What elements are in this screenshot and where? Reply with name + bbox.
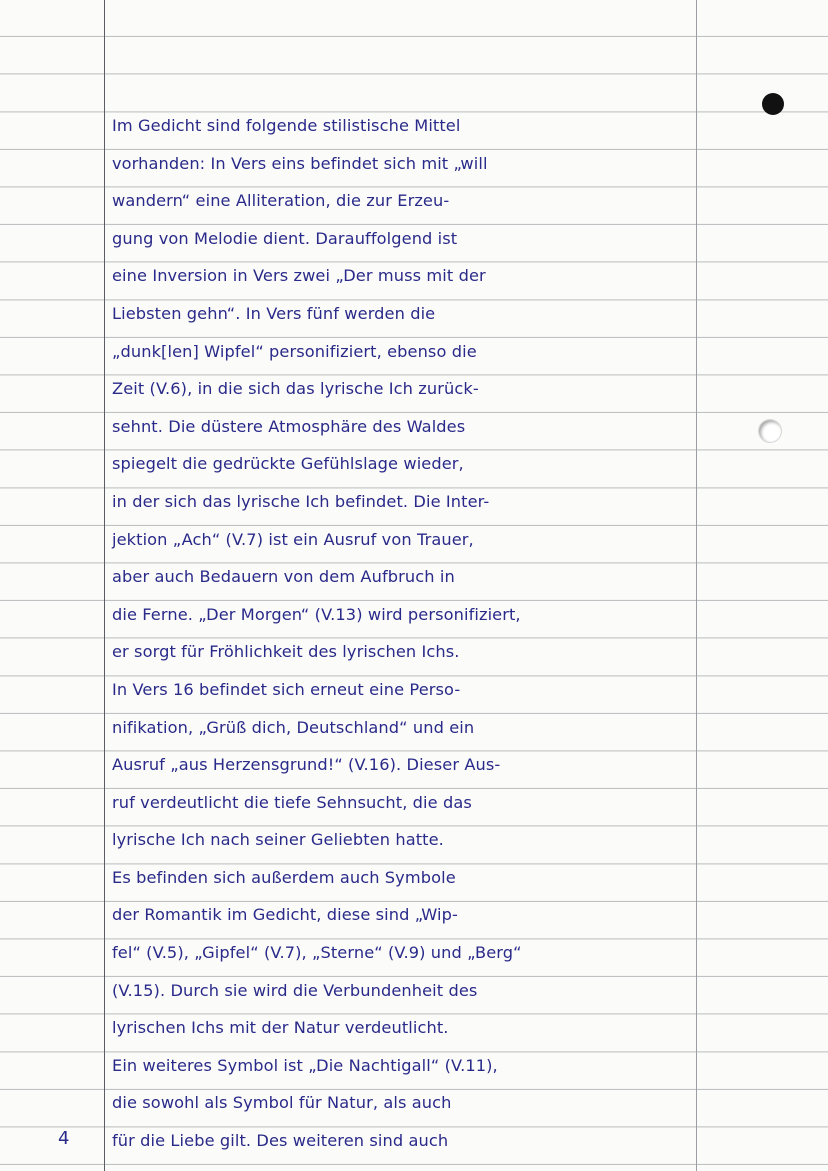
text-line: der Romantik im Gedicht, diese sind „Wip- — [112, 905, 458, 925]
text-line: für die Liebe gilt. Des weiteren sind auch — [112, 1131, 449, 1151]
text-line: lyrische Ich nach seiner Geliebten hatte. — [112, 830, 444, 850]
text-line: er sorgt für Fröhlichkeit des lyrischen Ichs. — [112, 642, 460, 662]
text-line: aber auch Bedauern von dem Aufbruch in — [112, 567, 455, 587]
text-line: die Ferne. „Der Morgen“ (V.13) wird personifiziert, — [112, 604, 521, 624]
text-line: (V.15). Durch sie wird die Verbundenheit des — [112, 980, 478, 1000]
text-line: spiegelt die gedrückte Gefühlslage wieder, — [112, 454, 464, 474]
text-line: Zeit (V.6), in die sich das lyrische Ich zurück- — [112, 379, 479, 399]
text-line: fel“ (V.5), „Gipfel“ (V.7), „Sterne“ (V.9) und „Berg“ — [112, 943, 522, 963]
text-line: eine Inversion in Vers zwei „Der muss mit der — [112, 266, 486, 286]
text-line: „dunk[len] Wipfel“ personifiziert, ebenso die — [112, 341, 477, 361]
text-line: Liebsten gehn“. In Vers fünf werden die — [112, 303, 436, 323]
page-number: 4 — [58, 1128, 70, 1149]
text-line: ruf verdeutlicht die tiefe Sehnsucht, die das — [112, 792, 472, 812]
text-line: in der sich das lyrische Ich befindet. Die Inter- — [112, 491, 490, 511]
text-line: die sowohl als Symbol für Natur, als auch — [112, 1093, 452, 1113]
text-line: gung von Melodie dient. Darauffolgend ist — [112, 228, 458, 248]
text-line: sehnt. Die düstere Atmosphäre des Waldes — [112, 416, 466, 436]
text-line: Ein weiteres Symbol ist „Die Nachtigall“ (V.11), — [112, 1055, 498, 1075]
text-line: In Vers 16 befindet sich erneut eine Perso- — [112, 679, 461, 699]
text-line: lyrischen Ichs mit der Natur verdeutlicht. — [112, 1018, 449, 1038]
punch-hole-top — [762, 93, 784, 115]
text-line: Es befinden sich außerdem auch Symbole — [112, 867, 456, 887]
handwritten-text — [112, 107, 712, 1160]
text-line: vorhanden: In Vers eins befindet sich mit „will — [112, 153, 488, 173]
text-line: nifikation, „Grüß dich, Deutschland“ und ein — [112, 717, 475, 737]
text-line: Im Gedicht sind folgende stilistische Mittel — [112, 116, 461, 135]
text-line: wandern“ eine Alliteration, die zur Erzeu- — [112, 191, 450, 211]
punch-hole-middle — [758, 419, 782, 443]
text-line: jektion „Ach“ (V.7) ist ein Ausruf von Trauer, — [112, 529, 474, 549]
margin-line — [104, 0, 105, 1171]
text-line: Ausruf „aus Herzensgrund!“ (V.16). Dieser Aus- — [112, 755, 501, 775]
